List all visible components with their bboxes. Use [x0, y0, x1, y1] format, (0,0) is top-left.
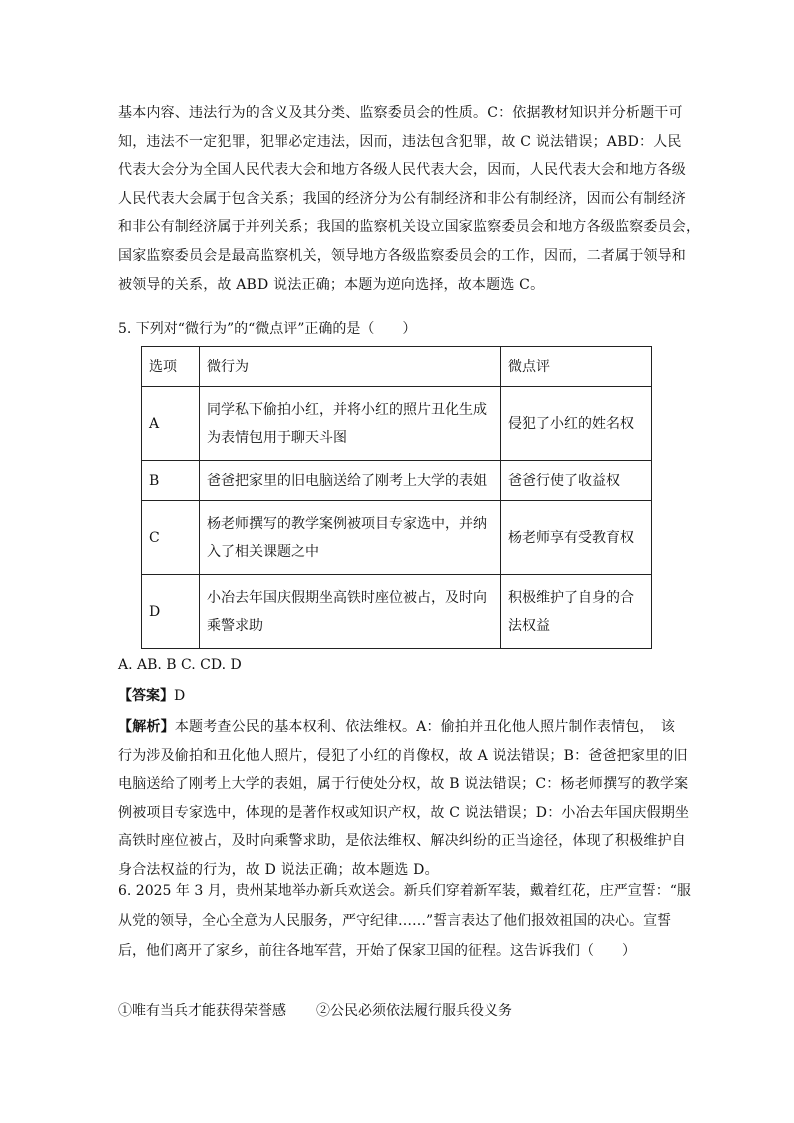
table-row — [142, 387, 652, 461]
question-5-stem: 5. 下列对“微行为”的“微点评”正确的是（ ） — [118, 321, 417, 337]
text-line: 身合法权益的行为，故 D 说法正确；故本题选 D。 — [118, 861, 439, 878]
text-line: 例被项目专家选中，体现的是著作权或知识产权，故 C 说法错误；D：小冶去年国庆假期坐 — [118, 804, 690, 821]
table-row — [142, 575, 652, 649]
table-cell-comment — [501, 461, 652, 501]
table-cell-comment — [501, 387, 652, 461]
table-cell-comment — [501, 575, 652, 649]
text-line: 电脑送给了刚考上大学的表姐，属于行使处分权，故 B 说法错误；C：杨老师撰写的教学案 — [118, 776, 689, 793]
text-line: 后，他们离开了家乡，前往各地军营，开始了保家卫国的征程。这告诉我们（ ） — [118, 943, 636, 959]
table-cell-option: D — [142, 575, 200, 649]
table-row — [142, 461, 652, 501]
text-line: 被领导的关系，故 ABD 说法正确；本题为逆向选择，故本题选 C。 — [118, 276, 545, 293]
table-cell-option: A — [142, 387, 200, 461]
text-line: 从党的领导，全心全意为人民服务，严守纪律……”誓言表达了他们报效祖国的决心。宣誓 — [118, 913, 672, 929]
analysis-paragraph-q5 — [118, 713, 690, 885]
answer-label: 【答案】 — [118, 688, 174, 704]
table-header-cell: 选项 — [142, 347, 200, 387]
cell-line: 杨老师享有受教育权 — [508, 529, 634, 546]
answer-value: D — [174, 688, 186, 704]
cell-line: 入了相关课题之中 — [207, 543, 319, 560]
table-cell-behavior — [200, 461, 501, 501]
cell-line: 法权益 — [508, 617, 550, 634]
text-line: 高铁时座位被占，及时向乘警求助，是依法维权、解决纠纷的正当途径，体现了积极维护自 — [118, 833, 686, 850]
cell-line: 侵犯了小红的姓名权 — [508, 415, 634, 432]
text-line — [118, 713, 678, 742]
text-line: 代表大会分为全国人民代表大会和地方各级人民代表大会，因而，人民代表大会和地方各级 — [118, 162, 686, 179]
cell-line: 杨老师撰写的教学案例被项目专家选中，并纳 — [207, 515, 487, 532]
cell-line: 同学私下偷拍小红，并将小红的照片丑化生成 — [207, 401, 487, 418]
text-line: 国家监察委员会是最高监察机关，领导地方各级监察委员会的工作，因而，二者属于领导和 — [118, 247, 686, 264]
table-row — [142, 501, 652, 575]
analysis-label: 【解析】 — [118, 719, 175, 735]
table-cell-behavior — [200, 387, 501, 461]
cell-line: 爸爸行使了收益权 — [508, 472, 620, 489]
table-cell-behavior — [200, 575, 501, 649]
cell-line: 为表情包用于聊天斗图 — [207, 429, 347, 446]
cell-line: 积极维护了自身的合 — [508, 589, 634, 606]
table-header-cell: 微点评 — [501, 347, 652, 387]
answer-choices: A. AB. B C. CD. D — [118, 657, 242, 673]
analysis-paragraph-q4 — [118, 99, 701, 299]
option-item: ②公民必须依法履行服兵役义务 — [316, 1003, 512, 1019]
option-item: ①唯有当兵才能获得荣誉感 — [118, 1003, 286, 1019]
question-6-stem — [118, 876, 691, 966]
text-line: 行为涉及偷拍和丑化他人照片，侵犯了小红的肖像权，故 A 说法错误；B：爸爸把家里的旧 — [118, 747, 688, 764]
answer-line — [118, 685, 185, 705]
text-line: 知，违法不一定犯罪，犯罪必定违法，因而，违法包含犯罪，故 C 说法错误；ABD：人民 — [118, 133, 682, 150]
table-cell-option: B — [142, 461, 200, 501]
text-line: 人民代表大会属于包含关系；我国的经济分为公有制经济和非公有制经济，因而公有制经济 — [118, 190, 686, 207]
table-cell-comment — [501, 501, 652, 575]
table-cell-behavior — [200, 501, 501, 575]
question-6-options — [118, 1000, 512, 1020]
text-line: 6. 2025 年 3 月，贵州某地举办新兵欢送会。新兵们穿着新军装，戴着红花，庄严宣誓：“服 — [118, 883, 691, 899]
cell-line: 小冶去年国庆假期坐高铁时座位被占，及时向 — [207, 589, 487, 606]
text-line: 和非公有制经济属于并列关系；我国的监察机关设立国家监察委员会和地方各级监察委员会， — [118, 219, 701, 236]
text-line: 基本内容、违法行为的含义及其分类、监察委员会的性质。C：依据教材知识并分析题干可 — [118, 105, 683, 121]
analysis-text: 本题考查公民的基本权利、依法维权。A：偷拍并丑化他人照片制作表情包， 该 — [174, 719, 676, 735]
options-table — [141, 346, 652, 649]
table-header-cell: 微行为 — [200, 347, 501, 387]
table-header-row — [142, 347, 652, 387]
cell-line: 乘警求助 — [207, 617, 263, 634]
cell-line: 爸爸把家里的旧电脑送给了刚考上大学的表姐 — [207, 472, 487, 489]
table-cell-option: C — [142, 501, 200, 575]
